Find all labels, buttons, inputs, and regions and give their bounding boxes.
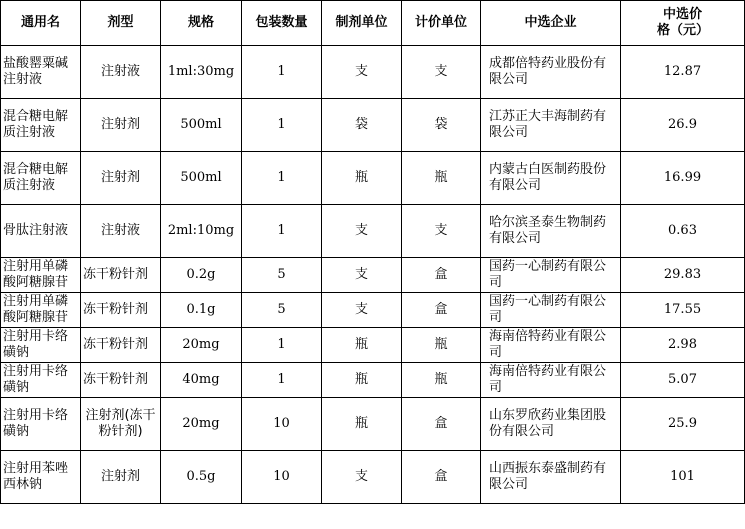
cell-company: 国药一心制药有限公司 [481,258,621,293]
cell-form: 冻干粉针剂 [81,258,161,293]
header-name: 通用名 [1,1,81,46]
cell-company: 国药一心制药有限公司 [481,293,621,328]
cell-unit: 支 [322,205,402,258]
cell-company: 山西振东泰盛制药有限公司 [481,451,621,504]
cell-price-unit: 支 [402,205,481,258]
cell-qty: 10 [242,451,322,504]
cell-company: 海南倍特药业有限公司 [481,328,621,363]
table-row [1,293,745,328]
cell-company: 内蒙古白医制药股份有限公司 [481,152,621,205]
cell-qty: 1 [242,99,322,152]
table-row [1,152,745,205]
cell-form: 注射剂 [81,451,161,504]
cell-price: 0.63 [621,205,745,258]
cell-spec: 500ml [161,152,242,205]
header-spec: 规格 [161,1,242,46]
cell-unit: 瓶 [322,398,402,451]
cell-qty: 5 [242,293,322,328]
cell-spec: 0.2g [161,258,242,293]
cell-name: 混合糖电解质注射液 [1,99,81,152]
cell-price-unit: 盒 [402,293,481,328]
cell-spec: 20mg [161,328,242,363]
cell-price-unit: 瓶 [402,363,481,398]
cell-name: 骨肽注射液 [1,205,81,258]
cell-form: 冻干粉针剂 [81,328,161,363]
cell-price-unit: 袋 [402,99,481,152]
cell-qty: 1 [242,46,322,99]
table-row [1,328,745,363]
cell-company: 哈尔滨圣泰生物制药有限公司 [481,205,621,258]
cell-price-unit: 支 [402,46,481,99]
cell-name: 注射用卡络磺钠 [1,363,81,398]
cell-spec: 0.1g [161,293,242,328]
cell-name: 盐酸罂粟碱注射液 [1,46,81,99]
cell-price-unit: 盒 [402,451,481,504]
header-price-unit: 计价单位 [402,1,481,46]
cell-price: 29.83 [621,258,745,293]
cell-price: 26.9 [621,99,745,152]
cell-company: 海南倍特药业有限公司 [481,363,621,398]
header-row [1,1,745,46]
cell-spec: 1ml:30mg [161,46,242,99]
table-row [1,451,745,504]
cell-form: 冻干粉针剂 [81,363,161,398]
cell-spec: 40mg [161,363,242,398]
cell-form: 注射液 [81,205,161,258]
cell-company: 成都倍特药业股份有限公司 [481,46,621,99]
cell-qty: 1 [242,205,322,258]
table-row [1,46,745,99]
cell-price: 16.99 [621,152,745,205]
cell-unit: 支 [322,451,402,504]
cell-qty: 5 [242,258,322,293]
cell-name: 注射用苯唑西林钠 [1,451,81,504]
cell-name: 注射用卡络磺钠 [1,328,81,363]
cell-qty: 1 [242,328,322,363]
cell-name: 注射用单磷酸阿糖腺苷 [1,293,81,328]
cell-price: 2.98 [621,328,745,363]
cell-form: 注射剂 [81,99,161,152]
cell-price: 17.55 [621,293,745,328]
table-row [1,258,745,293]
cell-price: 5.07 [621,363,745,398]
cell-spec: 20mg [161,398,242,451]
cell-spec: 500ml [161,99,242,152]
cell-form: 注射剂(冻干粉针剂) [81,398,161,451]
table-row [1,398,745,451]
table-row [1,363,745,398]
cell-unit: 瓶 [322,363,402,398]
cell-unit: 支 [322,258,402,293]
cell-spec: 0.5g [161,451,242,504]
cell-price: 25.9 [621,398,745,451]
header-qty: 包装数量 [242,1,322,46]
cell-price-unit: 瓶 [402,152,481,205]
cell-unit: 支 [322,293,402,328]
cell-company: 江苏正大丰海制药有限公司 [481,99,621,152]
cell-price-unit: 盒 [402,398,481,451]
cell-qty: 1 [242,363,322,398]
cell-name: 注射用卡络磺钠 [1,398,81,451]
cell-price: 101 [621,451,745,504]
cell-name: 混合糖电解质注射液 [1,152,81,205]
cell-unit: 支 [322,46,402,99]
cell-spec: 2ml:10mg [161,205,242,258]
cell-company: 山东罗欣药业集团股份有限公司 [481,398,621,451]
cell-unit: 瓶 [322,152,402,205]
cell-form: 注射剂 [81,152,161,205]
cell-qty: 10 [242,398,322,451]
cell-qty: 1 [242,152,322,205]
header-form: 剂型 [81,1,161,46]
cell-form: 冻干粉针剂 [81,293,161,328]
cell-price-unit: 盒 [402,258,481,293]
cell-price: 12.87 [621,46,745,99]
header-company: 中选企业 [481,1,621,46]
header-unit: 制剂单位 [322,1,402,46]
table-row [1,99,745,152]
table-row [1,205,745,258]
cell-unit: 瓶 [322,328,402,363]
header-price: 中选价格（元） [621,1,745,46]
cell-unit: 袋 [322,99,402,152]
cell-form: 注射液 [81,46,161,99]
cell-name: 注射用单磷酸阿糖腺苷 [1,258,81,293]
cell-price-unit: 瓶 [402,328,481,363]
